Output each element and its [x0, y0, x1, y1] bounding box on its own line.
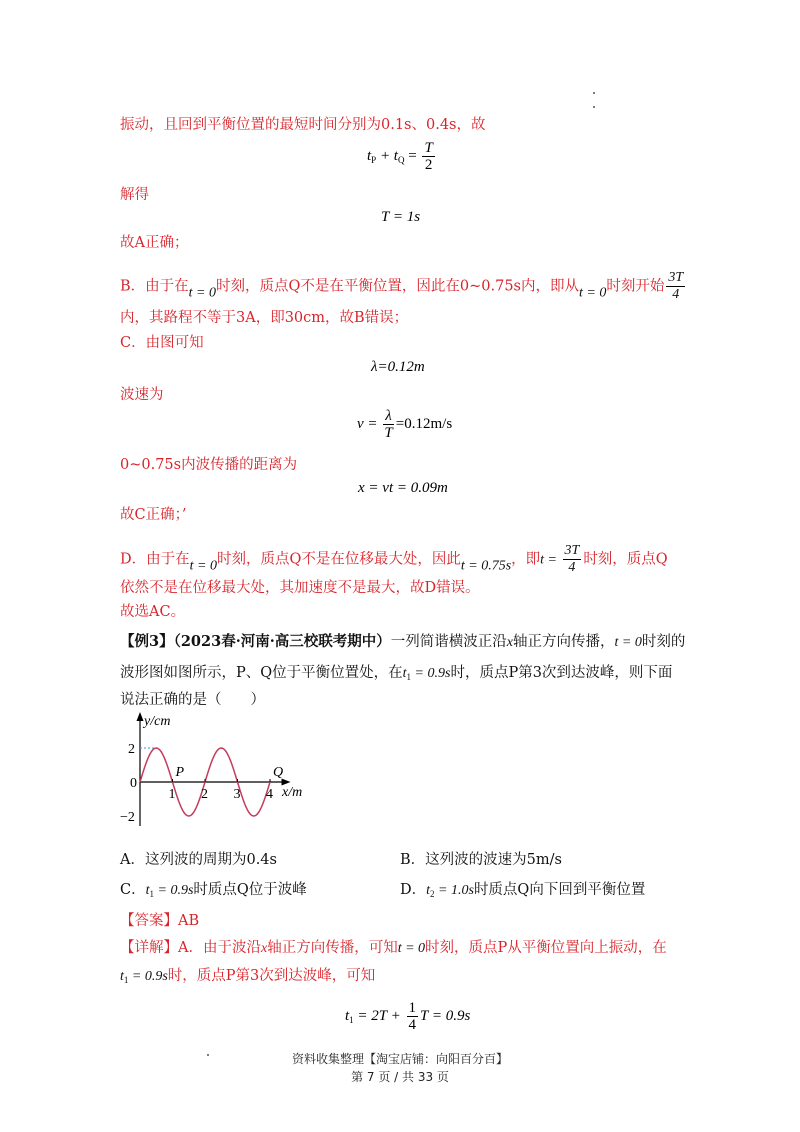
solution-option-c: C．由图可知	[120, 335, 204, 351]
option-c[interactable]: C．$t_1 = 0.9s$时质点Q位于波峰	[120, 882, 307, 899]
example-text: 说法正确的是（ ）	[120, 692, 265, 708]
x-tick-label: 0	[130, 776, 137, 791]
y-tick-label: 2	[128, 742, 135, 757]
solution-line: 0~0.75s内波传播的距离为	[120, 457, 298, 473]
equation-t1: $t_1 = 2T$ + $\frac{1}{4}$ T = 0.9s	[345, 1000, 471, 1033]
footer-page-number: 第 7 页 / 共 33 页	[351, 1070, 449, 1084]
footer-dot	[207, 1054, 209, 1056]
x-tick-label: 4	[266, 787, 273, 802]
answer-label: 【答案】AB	[120, 913, 200, 929]
equation-period-sum: $t_P + t_Q$ = $\frac{T}{2}$	[367, 140, 433, 173]
solution-option-d: D．由于在t = 0时刻，质点Q不是在位移最大处，因此t = 0.75s，即t = $\frac{3T}{4}$ 时刻，质点Q	[120, 543, 668, 575]
footer-source: 资料收集整理【淘宝店铺：向阳百分百】	[291, 1052, 508, 1066]
solution-line: 内，其路程不等于3A，即30cm，故B错误；	[120, 310, 409, 326]
solution-line: 故A正确；	[120, 235, 189, 251]
answer-detail: 【详解】A．由于波沿x轴正方向传播，可知t = 0时刻，质点P从平衡位置向上振动，在	[120, 940, 667, 956]
equation-period: T = 1s	[381, 209, 421, 225]
y-axis-label: y/cm	[144, 714, 171, 729]
solution-line: 依然不是在位移最大处，其加速度不是最大，故D错误。	[120, 580, 480, 596]
solution-line: 解得	[120, 187, 149, 203]
equation-wavelength: λ=0.12m	[371, 359, 425, 375]
point-label-q: Q	[273, 765, 284, 780]
equation-wave-speed: v = $\frac{\lambda}{T}$ =0.12m/s	[357, 408, 453, 441]
answer-detail: $t_1 = 0.9s$时，质点P第3次到达波峰，可知	[120, 968, 376, 985]
x-tick-label: 1	[168, 787, 176, 802]
y-tick-label: −2	[120, 810, 135, 825]
option-a[interactable]: A．这列波的周期为0.4s	[120, 852, 277, 868]
example-text: 波形图如图所示，P、Q位于平衡位置处，在$t_1 = 0.9s$时，质点P第3次到达波峰，则下面	[120, 665, 673, 682]
y-axis-arrow	[137, 712, 144, 721]
solution-line: 振动，且回到平衡位置的最短时间分别为0.1s、0.4s，故	[120, 117, 486, 133]
example-header: 【例3】（2023春·河南·高三校联考期中）一列简谐横波正沿x轴正方向传播，t = 0时刻的	[120, 633, 686, 650]
solution-line: 故选AC。	[120, 604, 186, 620]
corner-dot	[593, 92, 595, 94]
x-tick-label: 2	[201, 787, 208, 802]
corner-dot	[593, 106, 595, 108]
x-tick-label: 3	[233, 787, 241, 802]
option-b[interactable]: B．这列波的波速为5m/s	[400, 852, 562, 868]
solution-line: 波速为	[120, 387, 164, 403]
option-d[interactable]: D．$t_2 = 1.0s$时质点Q向下回到平衡位置	[400, 882, 646, 899]
equation-distance: x = vt = 0.09m	[358, 480, 448, 496]
point-label-p: P	[175, 765, 185, 780]
solution-line: 故C正确；’	[120, 507, 187, 523]
solution-option-b: B．由于在t = 0时刻，质点Q不是在平衡位置，因此在0~0.75s内，即从t = 0时刻开始 $\frac{3T}{4}$	[120, 270, 684, 302]
wave-graph	[120, 712, 320, 842]
x-axis-label: x/m	[282, 785, 303, 800]
